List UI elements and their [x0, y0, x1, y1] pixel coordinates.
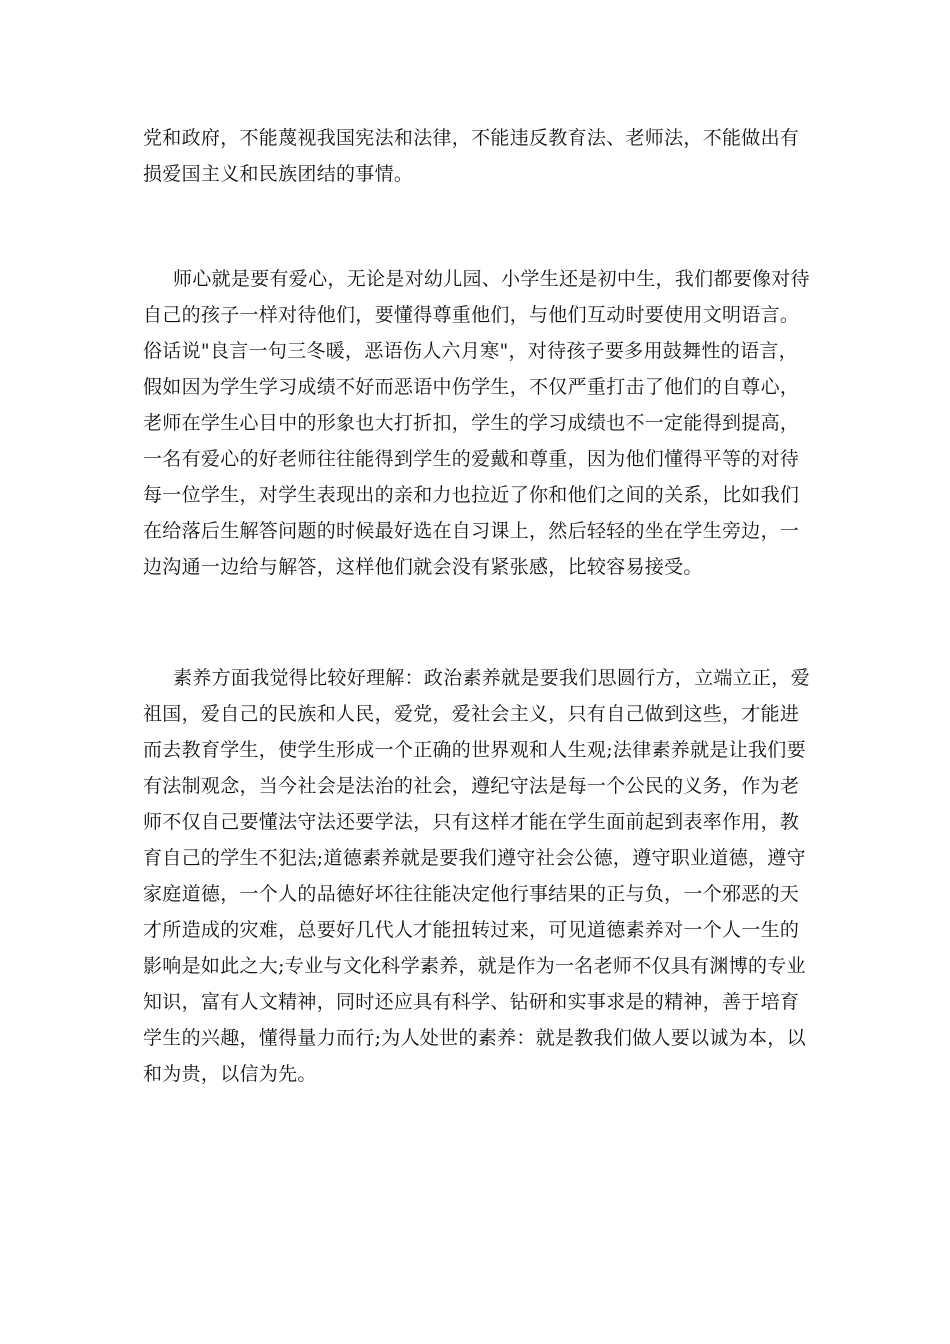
paragraph-line: 素养方面我觉得比较好理解：政治素养就是要我们思圆行方，立端立正，爱: [173, 667, 810, 689]
paragraph-line: 师心就是要有爱心，无论是对幼儿园、小学生还是初中生，我们都要像对待: [173, 268, 810, 290]
paragraph-line: 每一位学生，对学生表现出的亲和力也拉近了你和他们之间的关系，比如我们: [143, 484, 800, 506]
paragraph-line: 党和政府，不能蔑视我国宪法和法律，不能违反教育法、老师法，不能做出有: [143, 127, 800, 149]
paragraph-continuation: [143, 120, 807, 192]
paragraph-line: 而去教育学生，使学生形成一个正确的世界观和人生观;法律素养就是让我们要: [143, 739, 806, 761]
paragraph-line: 边沟通一边给与解答，这样他们就会没有紧张感，比较容易接受。: [143, 556, 703, 578]
paragraph-line: 祖国，爱自己的民族和人民，爱党，爱社会主义，只有自己做到这些，才能进: [143, 703, 800, 725]
paragraph-line: 假如因为学生学习成绩不好而恶语中伤学生，不仅严重打击了他们的自尊心，: [143, 376, 800, 398]
paragraph-line: 俗话说"良言一句三冬暖，恶语伤人六月寒"，对待孩子要多用鼓舞性的语言，: [143, 340, 798, 362]
paragraph-line: 才所造成的灾难，总要好几代人才能扭转过来，可见道德素养对一个人一生的: [143, 919, 800, 941]
paragraph-line: 自己的孩子一样对待他们，要懂得尊重他们，与他们互动时要使用文明语言。: [143, 304, 800, 326]
paragraph-line: 影响是如此之大;专业与文化科学素养，就是作为一名老师不仅具有渊博的专业: [143, 955, 806, 977]
paragraph-line: 一名有爱心的好老师往往能得到学生的爱戴和尊重，因为他们懂得平等的对待: [143, 448, 800, 470]
paragraph-line: 和为贵，以信为先。: [143, 1063, 317, 1085]
paragraph-line: 有法制观念，当今社会是法治的社会，遵纪守法是每一个公民的义务，作为老: [143, 775, 800, 797]
paragraph-teacher-heart: [143, 261, 810, 585]
paragraph-line: 学生的兴趣，懂得量力而行;为人处世的素养：就是教我们做人要以诚为本，以: [143, 1027, 806, 1049]
paragraph-line: 家庭道德，一个人的品德好坏往往能决定他行事结果的正与负，一个邪恶的天: [143, 883, 800, 905]
paragraph-line: 师不仅自己要懂法守法还要学法，只有这样才能在学生面前起到表率作用，教: [143, 811, 800, 833]
paragraph-line: 知识，富有人文精神，同时还应具有科学、钻研和实事求是的精神，善于培育: [143, 991, 800, 1013]
paragraph-line: 老师在学生心目中的形象也大打折扣，学生的学习成绩也不一定能得到提高，: [143, 412, 800, 434]
paragraph-line: 育自己的学生不犯法;道德素养就是要我们遵守社会公德，遵守职业道德，遵守: [143, 847, 806, 869]
paragraph-literacy: [143, 660, 810, 1092]
paragraph-line: 损爱国主义和民族团结的事情。: [143, 163, 414, 185]
paragraph-line: 在给落后生解答问题的时候最好选在自习课上，然后轻轻的坐在学生旁边，一: [143, 520, 800, 542]
